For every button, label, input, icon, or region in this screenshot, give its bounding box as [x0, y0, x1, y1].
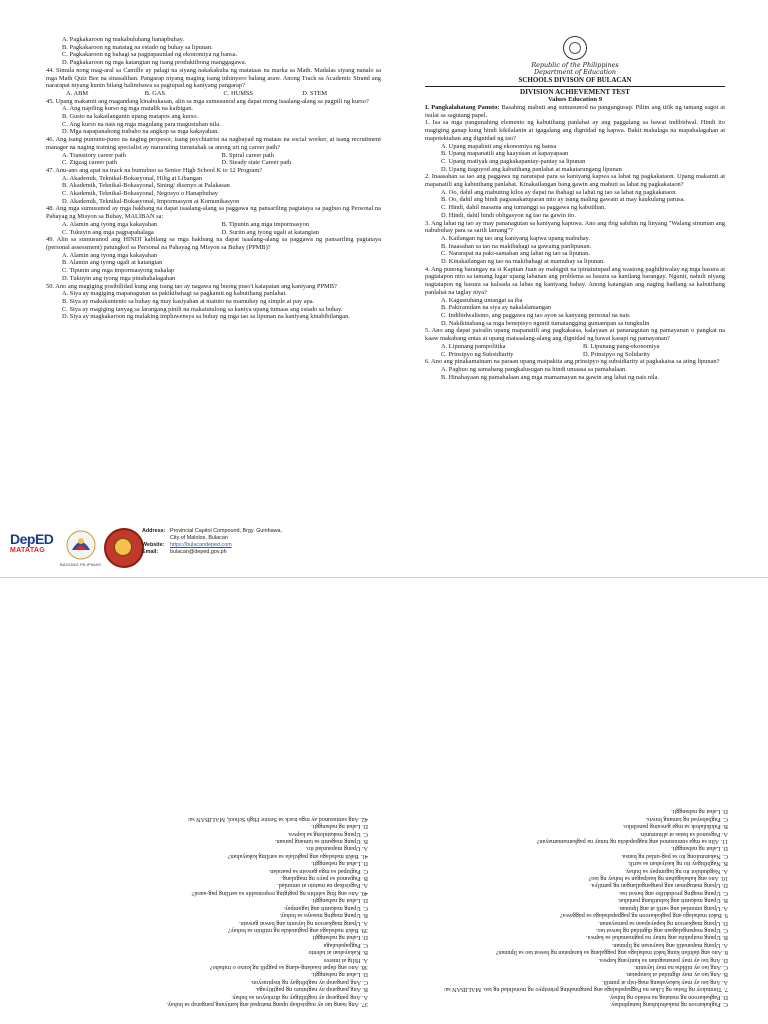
option: D. Tukuyin ang iyong mga pinahahalagahan — [62, 274, 176, 282]
bagong-pilipinas-logo-icon — [66, 530, 96, 560]
matatag-logo-text: MATATAG — [10, 547, 46, 554]
text-line: C. Pagkakaroon ng makabuluhang hanapbuhay. — [610, 1001, 728, 1008]
text-line: B. Kakayahan at talento — [308, 949, 368, 957]
option: B. Upang mapanatili ang kaayusan at kapayapaan — [441, 150, 569, 158]
address-line-1: Provincial Capitol Compound, Brgy. Guinhawa, — [170, 528, 282, 534]
question-45: 45. Upang makamit ang magandang kinabukasan, alin sa mga sumusunod ang dapat mong isaalang-alang sa pagpili ng kurso? — [46, 97, 369, 105]
text-line: B. Ang tao ay may dignidad at karapatan. — [625, 971, 728, 979]
text-line: A. Hilig at interes — [323, 956, 368, 964]
options-46 — [62, 152, 381, 167]
option: C. Nararapat na paki-samahan ang lahat ng tao sa lipunan. — [441, 250, 590, 258]
text-line: C. Pagtupad sa mga gawain sa paaralan. — [268, 867, 368, 875]
general-instructions — [425, 104, 725, 119]
text-line: D. Upang matugunan ang pangangailangan ng pamilya. — [590, 882, 728, 890]
text-line: C. Pagpapahalaga — [323, 941, 368, 949]
republic-label: Republic of the Philippines — [531, 61, 619, 69]
text-line: B. Nagbibigay ito ng kasiyahan sa sarili. — [627, 860, 728, 868]
text-line: A. Upang umunlad ang sarili at ang lipunan. — [618, 904, 728, 912]
text-line: 9. Bakit mahalaga ang pagkakaroon ng pagpapahalaga sa paggawa? — [560, 912, 728, 920]
exam-page-bottom-upside-down — [0, 580, 768, 1024]
bagong-pilipinas-caption: BAGONG PILIPINAS — [60, 562, 101, 567]
option: C. Indibidwalismo, ang paggawa ng tao ayon sa kanyang personal na nais — [441, 311, 630, 319]
question-46: 46. Ang isang pumunu-puno na naging propesor, isang psychiatrist na nagbayad ng mataas na social worker, at isang recruitment manager na naging training specialist ay mararating tumatahak sa anong uri ng career path? — [46, 136, 381, 151]
option: B. Oo, dahil ang hindi pagsasakatuparan nito ay isang maling gawain at may kaukulang parusa. — [441, 196, 686, 204]
text-line: D. Lahat ng nabanggit. — [311, 971, 368, 979]
option: C. Siya ay magiging tanyag sa larangang pinili na makatutulong sa kaniya upang tumaas ang estado sa buhay. — [62, 305, 343, 313]
option: A. Upang mapabuti ang ekonomiya ng bansa — [441, 142, 557, 150]
address-line-2: City of Malolos, Bulacan — [170, 535, 228, 541]
website-link[interactable]: https://bulacandeped.com — [170, 542, 232, 548]
option: A. Oo, dahil ang mabuting kilos ay dapat na ibahagi sa lahat ng tao sa lahat ng pagkakataon. — [441, 188, 678, 196]
option: C. Upang matiyak ang pagkakapantay-pantay sa lipunan — [441, 157, 586, 165]
option: C. Pagkakaroon ng bahagi sa pagpapaunlad ng ekonomiya ng bansa. — [62, 51, 238, 59]
address-label: Address: — [142, 528, 166, 534]
text-line: 37. Ang isang tao ay nagsisikap upang matupad ang kaniyang pangarap sa buhay. — [166, 1001, 368, 1008]
page-divider — [0, 577, 768, 578]
option: A. Lipunang pampolitika — [441, 342, 506, 350]
text-line: B. Pagsunod sa payo ng magulang. — [281, 875, 368, 883]
section-heading: I. Pangkalahatang Panuto: — [425, 104, 500, 111]
option: B. Gusto na kakailanganin upang matapos ang kurso. — [62, 113, 199, 121]
text-line: D. Pagkakaroon ng matatag na estado ng buhay. — [608, 993, 728, 1001]
options-5 — [441, 343, 725, 358]
department-label: Department of Education — [533, 68, 617, 76]
deped-seal-icon — [563, 36, 587, 60]
question-6: 6. Ano ang pinakamainam na paraan upang maipakita ang prinsipyo ng subsidiarity at pagkakaisa sa ating lipunan? — [425, 358, 720, 366]
text-line: A. Nagdudulot ito ng tagumpay sa buhay. — [624, 867, 728, 875]
text-line: A. Upang mapanatili ang kaayusan ng lipunan. — [611, 941, 728, 949]
option: B. Spiral career path — [221, 151, 275, 159]
option: A. ABM — [66, 89, 89, 97]
subject-title: Values Education 9 — [548, 96, 602, 104]
option: D. Kinakailangan ng tao na makibahagi at mamuhay sa lipunan. — [441, 258, 605, 266]
text-line: A. Upang mapaunlad ito. — [305, 845, 368, 853]
option: D. Akademik, Teknikal-Bokasyonal, Impormasyon at Komunikasyon — [62, 197, 240, 205]
question-5: 5. Ano ang dapat pairalin upang mapanatili ang pagkakaisa, kalayaan at pananagutan ng pamayanan o pangkat na kaaw makabang entas at upang maisaalang-alang ang dignidad ng bawat kasapi ng pamayanan? — [425, 327, 725, 343]
option: B. Alamin ang iyong ugali at katangian — [62, 259, 163, 267]
option: D. Mga napapanahong trabaho na angkop sa mga kakayahan. — [62, 128, 219, 136]
option: A. Kailangan ng tao ang kaniyang kapwa upang mabuhay. — [441, 234, 591, 242]
left-column — [46, 36, 381, 321]
text-line: C. Nakatutulong ito sa pag-unlad ng bansa. — [621, 852, 728, 860]
text-line: B. Pakikilahok sa mga gawaing pansibiko. — [622, 823, 728, 831]
bottom-left-column — [398, 808, 728, 1008]
option: B. Hinahayaan ng pamahalaan ang mga mamamayan na gawin ang lahat ng nais nila. — [441, 373, 660, 381]
text-line: C. Ang tao ay nilikha na may layunin. — [634, 963, 728, 971]
options-44 — [66, 90, 381, 98]
deped-logo-text: DepED — [10, 531, 54, 547]
text-line: A. Ang tao ay may kakayahang mag-isip at pumili. — [601, 978, 728, 986]
option: C. Tukuyin ang mga pagpapahalaga — [62, 228, 154, 236]
text-line: 10. Ano ang kahalagahan ng kasipagan sa buhay ng tao? — [588, 875, 728, 883]
option: A. Pagbuo ng samahang pangkalusugan na hindi umaasa sa pamahalaan. — [441, 365, 627, 373]
text-line: B. Upang makamit ang kabutihang panlahat. — [617, 897, 728, 905]
header-divider — [425, 86, 725, 87]
text-line: D. Upang magkaroon ng kapayapaan sa pamayanan. — [598, 919, 728, 927]
option: D. Nakikinabang sa mga benepisyo ngunit tumatangging gumampan sa tungkulin — [441, 319, 650, 327]
question-2: 2. Inaasahan sa tao ang paggawa ng nararapat para sa kaniyang kapwa sa lahat ng pagkakataon. Upang makamit at mapanatili ang kabutihang panlahat. Kinakailangan bang gawin ang mabuti sa lahat ng pagkakataon? — [425, 173, 725, 189]
website-label: Website: — [142, 542, 165, 548]
text-line: 42. Ang sumusunod ay mga track sa Senior High School, MALIBAN sa: — [187, 815, 368, 823]
option: A. Akademik, Teknikal-Bokasyonal, Hilig at Libangan — [62, 174, 202, 182]
text-line: B. Ang pangarap ay nagtuturo ng pagtitiyaga. — [255, 986, 368, 994]
question-44: 44. Simula nong mag-aral sa Camille ay palagi na siyang nakakakuha ng matataas na marka sa Math. Madalas siyang nanalo sa mga Math Quiz Bee na sinasalihan. Pangarap niyang maging isang inhinyero balang araw. Anong Track sa Academic Strand ang nararapat niyang kunin bilang halimbawa sa pagtupad ng kaniyang pangarap? — [46, 66, 381, 90]
text-line: A. Pagsunod sa batas at alituntunin. — [639, 830, 728, 838]
email-label: Email: — [142, 549, 159, 555]
division-footer — [0, 520, 768, 578]
text-line: A. Upang magkaroon ng layunin ang bawat gawain. — [238, 919, 368, 927]
option: D. Suriin ang iyong ugali at katangian — [221, 228, 319, 236]
footer-logos — [8, 528, 138, 572]
question-4: 4. Ang punong barangay na si Kapitan Juan ay mahigpit na ipinatutupad ang wastong paghihiwalay ng mga basura at pagtatapon nito sa tamang lugar upang labanan ang problema sa basura sa kanilang barangay. Ngunit, nahuli niyang nagtatapon ng basura sa kalsada sa labas ng kaniyang bahay. Anong katangian ang naging hadlang sa kabutihang panlahat na taglay niya? — [425, 265, 725, 296]
option: C. Prinsipyo ng Subsidiarity — [441, 350, 514, 358]
text-line: C. Upang makatulong sa kapwa. — [287, 830, 368, 838]
text-line: A. Pagsisikap na matuto at umunlad. — [277, 882, 368, 890]
option: D. Upang itaguyod ang kabutihang panlahat at makatarungang lipunan — [441, 165, 622, 173]
option: D. Siya ay magkakaroon ng malaking impluwensya sa buhay ng mga tao sa lipunan na kaniyang kinabibilangan. — [62, 313, 350, 321]
option: D. Hindi, dahil hindi obligasyon ng tao na gawin ito. — [441, 211, 576, 219]
option: C. Akademik, Teknikal-Bokasyonal, Negosyo o Hanapbuhay — [62, 190, 218, 198]
instruction-text: Basahing mabuti ang sumusunod na pangungusap. Piliin ang titik ng tamang sagot at isulat sa sagutang papel. — [425, 104, 725, 119]
schools-division: SCHOOLS DIVISON OF BULACAN — [518, 76, 632, 84]
option: D. STEM — [302, 89, 328, 97]
option: B. GAS — [144, 89, 165, 97]
text-line: C. Upang makamit ang tagumpay. — [283, 904, 368, 912]
text-line: D. Lahat ng nabanggit. — [311, 860, 368, 868]
text-line: D. Lahat ng nabanggit. — [311, 823, 368, 831]
text-line: 41. Bakit mahalaga ang pagkilala sa sariling kakayahan? — [227, 852, 368, 860]
question-49: 49. Alin sa sumusunod ang HINDI kabilang sa mga hakbang na dapat isaalang-alang sa paggawa ng pansariling pagtataya (personal assessment) patungkol sa Personal na Pahayag ng Misyon sa Buhay (PPMB)? — [46, 236, 381, 251]
text-line: 11. Alin sa mga sumusunod ang nagpapakita ng tunay na pagkamamamayan? — [536, 838, 728, 846]
text-line: 7. Tinutukoy ng Batas ng Likas na Pagpapahalaga ang pangunahing prinsipyo ng moralidad ng tao. MALIBAN sa: — [443, 986, 728, 994]
question-48: 48. Ang mga sumusunod ay mga hakbang na dapat isaalang-alang sa paggawa ng pansariling pagtataya sa pagbuo ng Personal na Pahayag ng Misyon sa Buhay, MALIBAN sa: — [46, 205, 381, 221]
option: B. Lipunang pang-ekonomiya — [583, 342, 660, 350]
option: A. Transitory career path — [62, 151, 126, 159]
option: C. Hindi, dahil masama ang tumanggi sa paggawa ng kabutihan. — [441, 204, 606, 212]
text-line: D. Lahat ng nabanggit — [312, 934, 368, 942]
text-line: D. Lahat ng nabanggit. — [311, 897, 368, 905]
text-line: C. Ang pangarap ay nagbibigay ng inspirasyon. — [250, 978, 368, 986]
bottom-right-column — [38, 815, 368, 1008]
text-line: 39. Bakit mahalaga ang pagtatakda ng mithiin sa buhay? — [227, 926, 368, 934]
option: D. Pagkakaroon ng mga katangian ng isang produktibong manggagawa. — [62, 59, 247, 67]
text-line: C. Upang maging produktibo ang bawat isa. — [618, 889, 728, 897]
text-line: B. Upang magamit sa tamang paraan. — [275, 838, 368, 846]
text-line: 38. Ano ang dapat isaalang-alang sa pagpili ng kurso o trabaho? — [209, 963, 368, 971]
email-address: bulacan@deped.gov.ph — [170, 549, 227, 555]
text-line: D. Lahat ng nabanggit. — [671, 845, 728, 853]
division-seal-icon — [104, 528, 144, 568]
text-line: 8. Ano ang dahilan kung bakit mahalaga ang paggalang sa karapatan ng bawat tao sa lipunan? — [495, 949, 728, 957]
option: A. Pagkakaroon ng makabuluhang hanapbuhay. — [62, 36, 185, 43]
option: B. Inaasahan sa tao na makibahagi sa gawaing panlipunan. — [441, 242, 592, 250]
text-line: C. Upang mapangalagaan ang dignidad ng bawat tao. — [595, 926, 728, 934]
text-line: B. Upang maging masaya sa buhay. — [279, 912, 368, 920]
option: B. Siya ay makukuntento sa buhay ng may kasiyahan at matuto na mamuhay ng simple at pay apa. — [62, 297, 315, 305]
option: C. HUMSS — [223, 89, 253, 97]
option: C. Tipunin ang mga impormasyong nakalap — [62, 267, 175, 275]
option: B. Akademik, Teknikal-Bokasyonal, Sining/ disenyo at Palakasan — [62, 182, 230, 190]
contact-info — [142, 528, 282, 556]
options-48 — [62, 221, 381, 236]
option: B. Tipunin ang mga impormasyon — [221, 220, 310, 228]
text-line: C. Pagbabayad ng tamang buwis. — [645, 815, 728, 823]
option: A. Alamin ang iyong mga kakayahan — [62, 220, 158, 228]
text-line: 40. Ano ang ibig sabihin ng pagiging responsable sa sariling pag-aaral? — [191, 889, 368, 897]
option: B. Pakiramdam na siya ay nakalalamangan — [441, 304, 552, 312]
question-1: 1. Isa sa mga pangunahing elemento ng kabutihang panlahat ay ang paggalang sa bawat indibidwal. Hindi ito magiging ganap kung hindi kikilalanin at igagalang ang dignidad ng kapwa. Bakit mahalaga na mapahalagahan at mapotektahan ang dignidad ng tao? — [425, 119, 725, 142]
deped-matatag-logo — [10, 532, 52, 562]
test-title: DIVISION ACHIEVEMENT TEST — [520, 88, 630, 96]
question-3: 3. Ang lahat ng tao ay may pananagutan sa kaniyang kapuwa. Ano ang ibig sabihin ng linyang "Walang sinuman ang nabubuhay para sa sarili lamang"? — [425, 219, 725, 235]
option: A. Ang napiling kurso ng mga matalik na kaibigan. — [62, 105, 193, 113]
exam-header — [425, 36, 725, 104]
text-line: A. Ang pangarap ay nagbibigay ng direksyon sa buhay. — [231, 993, 368, 1001]
option: B. Pagkakaroon ng matatag na estado ng buhay sa lipunan. — [62, 43, 213, 51]
right-column — [425, 36, 725, 381]
question-47: 47. Anu-ano ang apat na track na bumubuo sa Senior High School K to 12 Program? — [46, 166, 263, 174]
option: A. Siya ay magiging mapanagutan sa pakikibahagi sa pagkamit ng kabutihang panlahat. — [62, 290, 287, 298]
option: D. Steady state Career path — [221, 159, 292, 167]
question-50: 50. Ano ang magiging posibilidad kung ang isang tao ay nagawa ng buong puso't katapatan ang kaniyang PPMB? — [46, 282, 337, 290]
text-line: B. Upang maipakita ang tunay na pagmamahal sa kapwa. — [586, 934, 728, 942]
text-line: D. Lahat ng nabanggit. — [671, 808, 728, 816]
option: D. Prinsipyo ng Solidarity — [583, 350, 651, 358]
option: A. Kagustuhang umangat sa iba — [441, 296, 523, 304]
text-line: D. Ang tao ay may pananagutan sa kaniyang kapwa. — [598, 956, 728, 964]
option: C. Zigzag career path — [62, 159, 118, 167]
option: C. Ang kurso na nais ng mga magulang para magustuhan nila. — [62, 120, 221, 128]
option: A. Alamin ang iyong mga kakayahan — [62, 251, 158, 259]
